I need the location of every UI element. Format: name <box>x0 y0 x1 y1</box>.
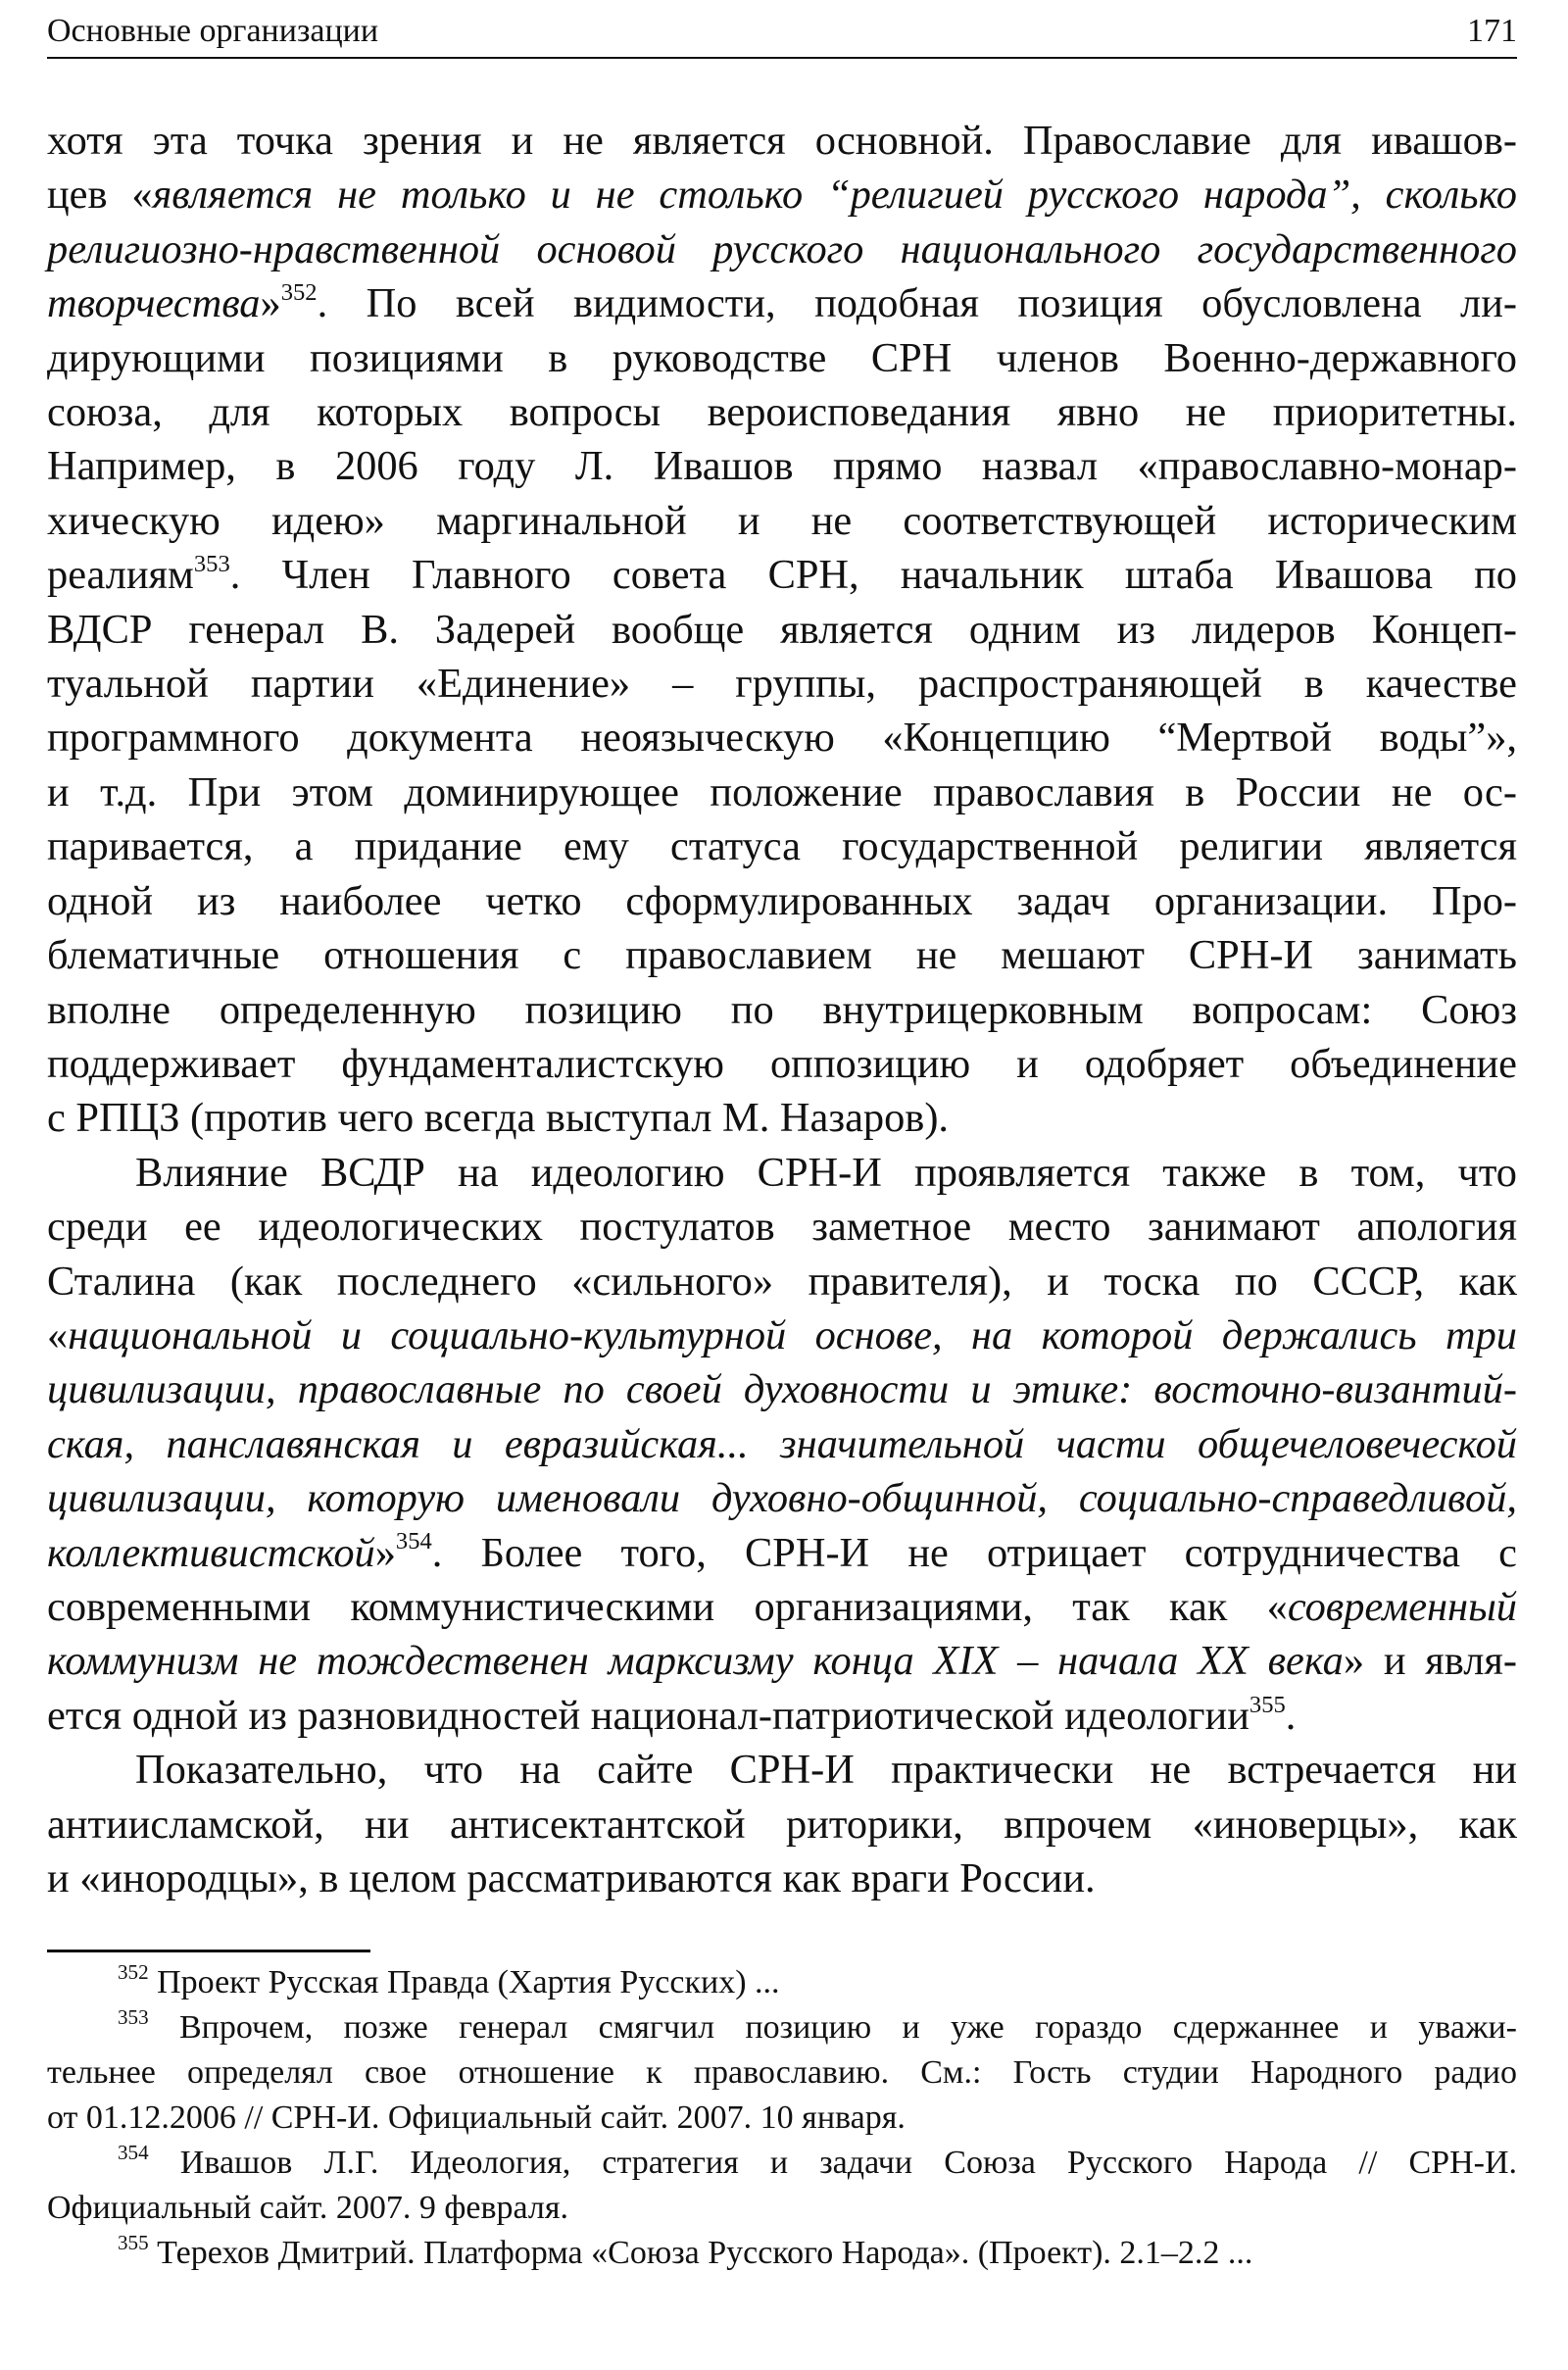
text-line: туальной партии «Единение» – группы, распространяющей в качестве <box>47 661 1517 708</box>
running-head <box>47 6 1517 59</box>
text-line: антиисламской, ни антисектантской риторики, впрочем «иноверцы», как <box>47 1801 1517 1848</box>
footnote: $^{353}$ Впрочем, позже генерал смягчил позицию и уже гораздо сдержаннее и уважи- <box>118 2004 1517 2046</box>
footnote-separator <box>47 1950 370 1952</box>
footnote: $^{352}$ Проект Русская Правда (Хартия Русских) ... <box>118 1959 780 2000</box>
footnote-line: от 01.12.2006 // СРН-И. Официальный сайт. 2007. 10 января. <box>47 2099 906 2136</box>
book-page <box>47 0 1517 2370</box>
footnote-ref: 353 <box>193 551 230 578</box>
footnote: $^{354}$ Ивашов Л.Г. Идеология, стратегия и задачи Союза Русского Народа // СРН-И. <box>118 2140 1517 2181</box>
text-line: блематичные отношения с православием не мешают СРН-И занимать <box>47 932 1517 979</box>
footnote-ref: 354 <box>395 1528 432 1555</box>
text-line: хотя эта точка зрения и не является основной. Православие для ивашов- <box>47 118 1517 164</box>
text-line: хическую идею» маргинальной и не соответствующей историческим <box>47 497 1517 544</box>
text-line: и «инородцы», в целом рассматриваются как враги России. <box>47 1855 1096 1901</box>
text-line: «национальной и социально-культурной основе, на которой держались три <box>47 1311 1517 1358</box>
text-line: союза, для которых вопросы вероисповедания явно не приоритетны. <box>47 389 1517 436</box>
text-line: поддерживает фундаменталистскую оппозицию и одобряет объединение <box>47 1040 1517 1087</box>
footnote-ref: 355 <box>1249 1691 1286 1718</box>
text-line: одной из наиболее четко сформулированных задач организации. Про- <box>47 877 1517 924</box>
footnote-ref: 352 <box>280 279 318 307</box>
text-line: реалиям$^{353}$. Член Главного совета СРН, начальник штаба Ивашова по <box>47 551 1517 599</box>
text-line: коллективистской»$^{354}$. Более того, СРН-И не отрицает сотрудничества с <box>47 1528 1517 1576</box>
text-line: ВДСР генерал В. Задерей вообще является одним из лидеров Концеп- <box>47 606 1517 653</box>
text-line: программного документа неоязыческую «Концепцию “Мертвой воды”», <box>47 715 1517 762</box>
text-line: творчества»$^{352}$. По всей видимости, подобная позиция обусловлена ли- <box>47 279 1517 327</box>
footnote-line: тельнее определял свое отношение к православию. См.: Гость студии Народного радио <box>47 2054 1517 2091</box>
text-line: вполне определенную позицию по внутрицерковным вопросам: Союз <box>47 986 1517 1033</box>
text-line: цев «является не только и не столько “религией русского народа”, сколько <box>47 172 1517 219</box>
text-line: Сталина (как последнего «сильного» правителя), и тоска по СССР, как <box>47 1258 1517 1305</box>
text-line: Влияние ВСДР на идеологию СРН-И проявляется также в том, что <box>135 1149 1517 1196</box>
text-line: цивилизации, православные по своей духовности и этике: восточно-византий- <box>47 1366 1517 1413</box>
text-line: коммунизм не тождественен марксизму конца XIX – начала XX века» и явля- <box>47 1638 1517 1685</box>
text-line: Показательно, что на сайте СРН-И практически не встречается ни <box>135 1747 1517 1794</box>
footnote: $^{355}$ Терехов Дмитрий. Платформа «Союза Русского Народа». (Проект). 2.1–2.2 ... <box>118 2230 1253 2271</box>
text-line: религиозно-нравственной основой русского национального государственного <box>47 225 1517 272</box>
footnote-line: Официальный сайт. 2007. 9 февраля. <box>47 2190 569 2226</box>
text-line: среди ее идеологических постулатов заметное место занимают апология <box>47 1204 1517 1251</box>
running-title: Основные организации <box>47 13 379 49</box>
text-line: Например, в 2006 году Л. Ивашов прямо назвал «православно-монар- <box>47 443 1517 490</box>
text-line: современными коммунистическими организациями, так как «современный <box>47 1583 1517 1630</box>
text-line: дирующими позициями в руководстве СРН членов Военно-державного <box>47 334 1517 381</box>
footnotes <box>47 1960 1517 2276</box>
text-line: цивилизации, которую именовали духовно-общинной, социально-справедливой, <box>47 1475 1517 1522</box>
text-line: ская, панславянская и евразийская... значительной части общечеловеческой <box>47 1420 1517 1467</box>
text-line: паривается, а придание ему статуса государственной религии является <box>47 823 1517 870</box>
text-line: с РПЦЗ (против чего всегда выступал М. Назаров). <box>47 1095 950 1142</box>
page-number: 171 <box>1467 13 1517 49</box>
text-line: ется одной из разновидностей национал-патриотической идеологии$^{355}$. <box>47 1691 1297 1739</box>
text-line: и т.д. При этом доминирующее положение православия в России не ос- <box>47 768 1517 815</box>
main-text <box>47 114 1517 1905</box>
